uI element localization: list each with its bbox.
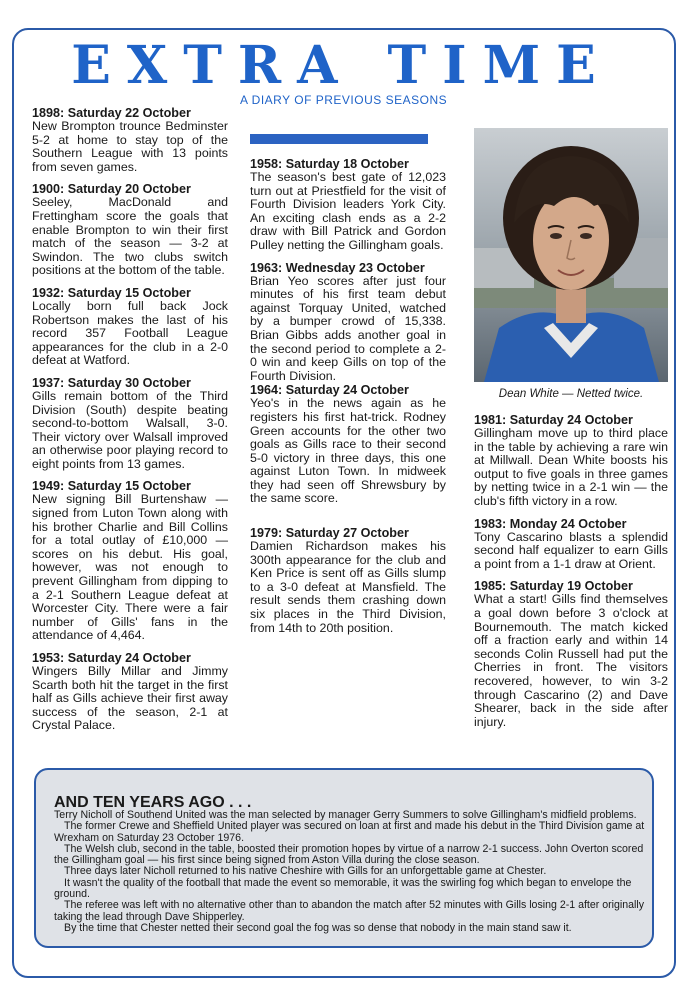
entry-text: New Brompton trounce Bedminster 5-2 at home to stay top of the Southern League with 13 points from seven games. <box>32 119 228 174</box>
diary-entry <box>32 651 228 733</box>
entry-date: 1949: Saturday 15 October <box>32 479 191 494</box>
accent-bar <box>250 134 428 144</box>
diary-entry <box>32 376 228 472</box>
page-subtitle: A DIARY OF PREVIOUS SEASONS <box>240 93 448 107</box>
box-paragraph: Three days later Nicholl returned to his native Cheshire with Gills for an unforgettable game at Chester. <box>64 865 547 878</box>
entry-date: 1958: Saturday 18 October <box>250 157 409 171</box>
player-portrait-image <box>474 128 668 382</box>
entry-text: Seeley, MacDonald and Frettingham score the goals that enable Brompton to win their first match of the season — 3-2 at Swindon. The two clubs switch positions at the bottom of the table. <box>32 195 228 278</box>
entry-text: Tony Cascarino blasts a splendid second half equalizer to earn Gills a point from a 1-1 draw at Orient. <box>474 529 668 571</box>
entry-date: 1963: Wednesday 23 October <box>250 260 425 275</box>
entry-text: New signing Bill Burtenshaw — signed from Luton Town along with his brother Charlie and Bill Collins for a total outlay of £10,000 — scores on his debut. His goal, however, was not enough to prevent Gillingham from dipping to a 2-1 Southern League defeat at Worcester City. There were a fair number of Gills' fans in the attendance of 4,464. <box>32 492 228 643</box>
diary-entry <box>32 479 228 643</box>
entry-date: 1985: Saturday 19 October <box>474 579 633 594</box>
entry-text: Yeo's in the news again as he registers his first hat-trick. Rodney Green accounts for the other two goals as Gills race to their second 5-0 victory in three days, this one against Luton Town. In midweek they had seen off Shrewsbury by the same score. <box>250 396 446 506</box>
page-title: EXTRA TIME <box>71 35 612 96</box>
entry-text: The season's best gate of 12,023 turn out at Priestfield for the visit of Fourth Division leaders York City. An exciting clash ends as a 2-2 draw with Bill Patrick and Gordon Pulley netting the Gillingham goals. <box>250 170 446 252</box>
photo-caption: Dean White — Netted twice. <box>498 388 644 400</box>
diary-entry <box>32 286 228 368</box>
entry-date: 1932: Saturday 15 October <box>32 285 191 300</box>
box-paragraph: It wasn't the quality of the football that made the event so memorable, it was the swirling fog which began to envelope the ground. <box>54 876 632 901</box>
entry-date: 1898: Saturday 22 October <box>32 106 191 120</box>
entry-text: Gills remain bottom of the Third Division (South) despite beating second-to-bottom Walsall, 3-0. Their victory over Walsall improved an otherwise poor playing record to eight points from 13 games. <box>32 388 228 471</box>
player-photo <box>474 128 668 382</box>
diary-entry <box>32 106 228 174</box>
entry-date: 1900: Saturday 20 October <box>32 182 191 197</box>
entry-text: Brian Yeo scores after just four minutes of his first team debut against Torquay United, watched by a bumper crowd of 15,338. Brian Gibbs adds another goal in the second period to complete a 2-0 win and keep Gills on top of the Fourth Division. <box>250 273 446 383</box>
entry-text: What a start! Gills find themselves a goal down before 3 o'clock at Bournemouth. The match kicked off a fraction early and within 14 seconds Colin Russell had put the Cherries in front. The visitors recovered, however, to win 3-2 through Cascarino (2) and Dave Shearer, back in the side after injury. <box>474 592 668 729</box>
entry-date: 1983: Monday 24 October <box>474 516 627 531</box>
entry-date: 1964: Saturday 24 October <box>250 383 409 398</box>
diary-column-3 <box>474 413 668 737</box>
entry-text: Wingers Billy Millar and Jimmy Scarth both hit the target in the first half as Gills achieve their first away success of the season, 2-1 at Crystal Palace. <box>32 664 228 733</box>
box-title: AND TEN YEARS AGO . . . <box>54 794 252 811</box>
entry-date: 1981: Saturday 24 October <box>474 413 633 427</box>
entry-text: Locally born full back Jock Robertson makes the last of his record 357 Football League appearances for the club in a 2-0 defeat at Watford. <box>32 298 228 368</box>
entry-date: 1979: Saturday 27 October <box>250 526 409 541</box>
box-paragraph: The Welsh club, second in the table, boosted their promotion hopes by virtue of a narrow 2-1 success. John Overton scored the Gillingham goal — his first since being signed from Aston Villa during the close season. <box>54 842 644 867</box>
diary-entry <box>474 413 668 509</box>
diary-column-1 <box>32 106 228 741</box>
diary-column-2 <box>250 157 446 643</box>
diary-entry <box>474 579 668 729</box>
diary-entry <box>474 517 668 572</box>
box-paragraph: The former Crewe and Sheffield United player was secured on loan at first and made his debut in the Third Division game at Wrexham on Saturday 23 October 1976. <box>54 820 645 844</box>
diary-entry <box>250 157 446 253</box>
diary-entry <box>32 182 228 278</box>
box-paragraph: By the time that Chester netted their second goal the fog was so dense that nobody in the main stand saw it. <box>64 921 572 934</box>
diary-entry <box>250 261 446 384</box>
box-paragraph: Terry Nicholl of Southend United was the man selected by manager Gerry Summers to solve Gillingham's midfield problems. <box>54 809 637 821</box>
entry-text: Gillingham move up to third place in the table by achieving a rare win at Millwall. Dean White boosts his output to five goals in three games by netting twice in a 2-1 win — the club's fifth victory in a row. <box>474 426 668 508</box>
entry-text: Damien Richardson makes his 300th appearance for the club and Ken Price is sent off as Gills slump to a 3-0 defeat at Mansfield. The result sends them crashing down six places in the Third Division, from 14th to 20th position. <box>250 539 446 635</box>
box-paragraph: The referee was left with no alternative other than to abandon the match after 52 minutes with Gills losing 2-1 after originally taking the lead through Dave Shipperley. <box>54 899 645 923</box>
entry-date: 1953: Saturday 24 October <box>32 651 191 665</box>
diary-entry <box>250 383 446 506</box>
diary-entry <box>250 526 446 635</box>
entry-date: 1937: Saturday 30 October <box>32 375 191 390</box>
box-body <box>54 810 646 934</box>
